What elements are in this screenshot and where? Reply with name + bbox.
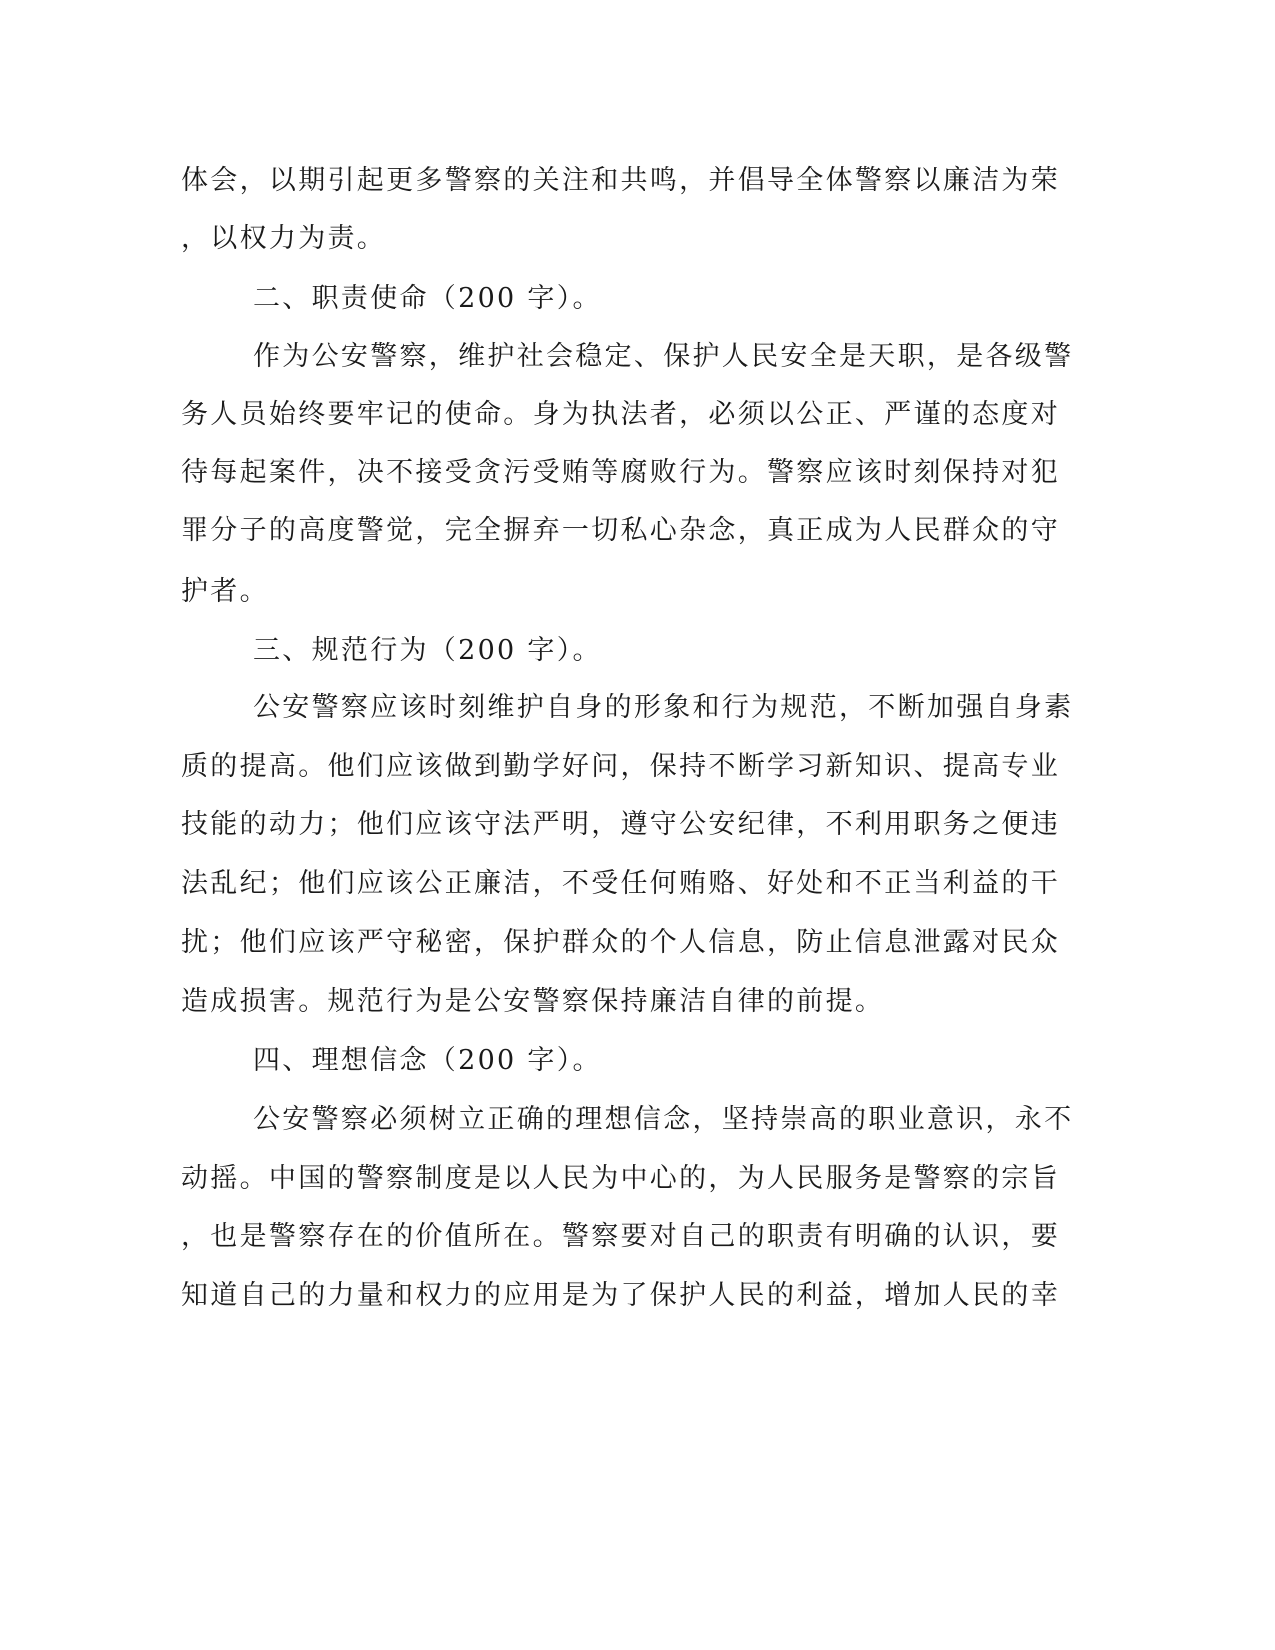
paragraph-line: 知道自己的力量和权力的应用是为了保护人民的利益，增加人民的幸 xyxy=(181,1280,1060,1311)
paragraph-line: ，也是警察存在的价值所在。警察要对自己的职责有明确的认识，要 xyxy=(181,1221,1060,1252)
paragraph-line: 待每起案件，决不接受贪污受贿等腐败行为。警察应该时刻保持对犯 xyxy=(181,457,1060,488)
paragraph-line: 扰；他们应该严守秘密，保护群众的个人信息，防止信息泄露对民众 xyxy=(181,927,1060,958)
paragraph-line: 造成损害。规范行为是公安警察保持廉洁自律的前提。 xyxy=(181,986,885,1017)
paragraph-line: 公安警察应该时刻维护自身的形象和行为规范，不断加强自身素 xyxy=(253,692,1074,723)
paragraph-line: 法乱纪；他们应该公正廉洁，不受任何贿赂、好处和不正当利益的干 xyxy=(181,868,1060,899)
paragraph-line: 体会，以期引起更多警察的关注和共鸣，并倡导全体警察以廉洁为荣 xyxy=(181,165,1060,196)
paragraph-line: 技能的动力；他们应该守法严明，遵守公安纪律，不利用职务之便违 xyxy=(181,809,1060,840)
paragraph-line: 罪分子的高度警觉，完全摒弃一切私心杂念，真正成为人民群众的守 xyxy=(181,515,1060,546)
paragraph-line: 护者。 xyxy=(181,576,269,607)
section-heading-duty: 二、职责使命（200 字）。 xyxy=(253,283,602,314)
paragraph-line: 务人员始终要牢记的使命。身为执法者，必须以公正、严谨的态度对 xyxy=(181,399,1060,430)
paragraph-line: 作为公安警察，维护社会稳定、保护人民安全是天职，是各级警 xyxy=(253,341,1074,372)
section-heading-ideals: 四、理想信念（200 字）。 xyxy=(253,1045,602,1076)
paragraph-line: ，以权力为责。 xyxy=(181,223,387,254)
paragraph-line: 公安警察必须树立正确的理想信念，坚持崇高的职业意识，永不 xyxy=(253,1104,1074,1135)
paragraph-line: 质的提高。他们应该做到勤学好问，保持不断学习新知识、提高专业 xyxy=(181,751,1060,782)
paragraph-line: 动摇。中国的警察制度是以人民为中心的，为人民服务是警察的宗旨 xyxy=(181,1163,1060,1194)
section-heading-conduct: 三、规范行为（200 字）。 xyxy=(253,635,602,666)
